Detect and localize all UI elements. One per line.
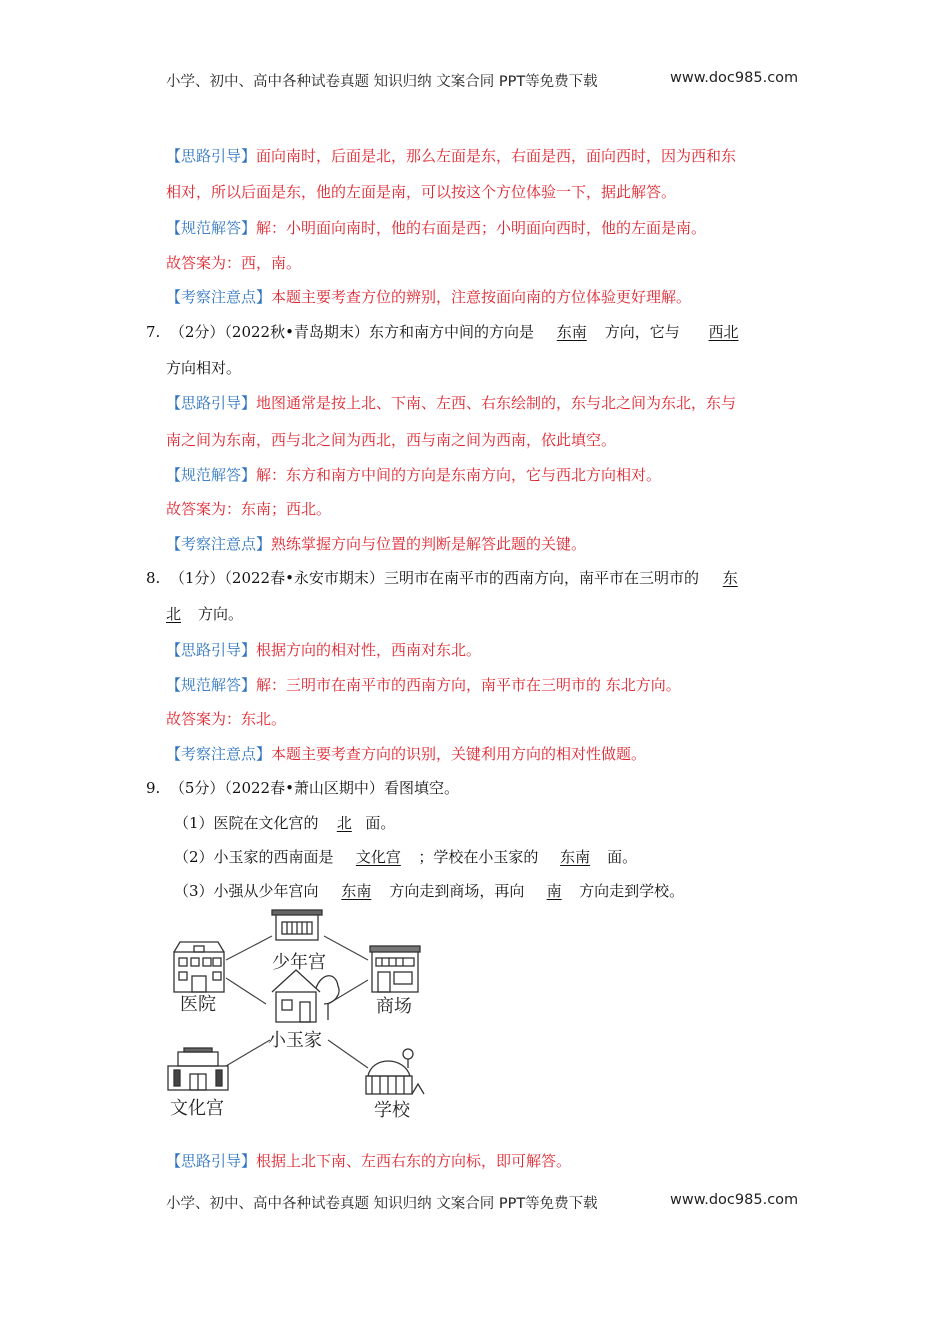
q6-answer-tag: 【规范解答】 xyxy=(166,219,257,237)
q7-note-tag: 【考察注意点】 xyxy=(166,535,272,553)
mall-building-icon xyxy=(370,946,420,992)
header-site[interactable]: www.doc985.com xyxy=(670,70,799,86)
q7-answer-line xyxy=(166,465,661,485)
q9-number: 9. xyxy=(146,779,161,797)
q7-answer-tag: 【规范解答】 xyxy=(166,466,257,484)
q9-sub1-c: 面。 xyxy=(365,814,396,832)
map-label-xiaoyujia: 小玉家 xyxy=(268,1030,322,1051)
q9-sub2-c: ；学校在小玉家的 xyxy=(418,848,539,866)
q8-guide-text: 根据方向的相对性，西南对东北。 xyxy=(256,641,482,659)
map-label-wenhuagong: 文化宫 xyxy=(170,1098,224,1119)
q9-guide-line xyxy=(166,1151,571,1171)
wenhuagong-building-icon xyxy=(168,1048,228,1090)
q9-sub1-a: （1）医院在文化宫的 xyxy=(174,814,319,832)
q7-note-line xyxy=(166,534,586,554)
q7-guide-line1 xyxy=(166,393,736,413)
q8-stem-b: 方向。 xyxy=(198,605,244,623)
q7-guide-tag: 【思路引导】 xyxy=(166,394,257,412)
q9-map-figure xyxy=(160,908,430,1120)
q9-sub2-d: 面。 xyxy=(607,848,638,866)
q6-note-text: 本题主要考查方位的辨别，注意按面向南的方位体验更好理解。 xyxy=(271,288,692,306)
q9-sub2-a: （2）小玉家的西南面是 xyxy=(174,848,334,866)
q9-sub1 xyxy=(174,813,395,833)
hospital-building-icon xyxy=(174,942,224,992)
footer-site[interactable]: www.doc985.com xyxy=(670,1192,799,1208)
map-label-shangchang: 商场 xyxy=(376,996,412,1017)
header-text: 小学、初中、高中各种试卷真题 知识归纳 文案合同 PPT等免费下载 xyxy=(166,74,598,90)
q9-sub3-blank2: 南 xyxy=(546,882,562,900)
q6-guide-text1: 面向南时，后面是北，那么左面是东，右面是西，面向西时，因为西和东 xyxy=(256,147,737,165)
q6-answer-line xyxy=(166,218,706,238)
q6-guide-line1 xyxy=(166,146,736,166)
q8-source: （2022春•永安市期末） xyxy=(224,569,384,587)
q6-guide-text2: 相对，所以后面是东，他的左面是南，可以按这个方位体验一下，据此解答。 xyxy=(166,183,677,201)
q7-blank1: 东南 xyxy=(556,323,587,341)
q7-answer-text: 解：东方和南方中间的方向是东南方向，它与西北方向相对。 xyxy=(256,466,662,484)
q7-stem-b: 方向，它与 xyxy=(604,323,680,341)
q8-number: 8. xyxy=(146,569,161,587)
q7-score: （2分） xyxy=(169,323,225,341)
q9-score: （5分） xyxy=(169,779,225,797)
q7-note-text: 熟练掌握方向与位置的判断是解答此题的关键。 xyxy=(271,535,587,553)
q9-sub3-blank1: 东南 xyxy=(341,882,372,900)
q9-sub2 xyxy=(174,847,637,867)
q9-sub3-c: 方向走到商场，再向 xyxy=(389,882,525,900)
q7-source: （2022秋•青岛期末） xyxy=(224,323,369,341)
q7-stem xyxy=(146,322,739,342)
map-label-shaoniangong: 少年宫 xyxy=(272,952,326,973)
q6-note-tag: 【考察注意点】 xyxy=(166,288,272,306)
page-header xyxy=(166,70,806,91)
q9-sub3 xyxy=(174,881,684,901)
q6-note-line xyxy=(166,287,691,307)
q9-guide-text: 根据上北下南、左西右东的方向标，即可解答。 xyxy=(256,1152,572,1170)
q8-stem-line2 xyxy=(166,604,243,624)
q8-guide-line xyxy=(166,640,481,660)
q6-answer-text: 解：小明面向南时，他的右面是西；小明面向西时，他的左面是南。 xyxy=(256,219,707,237)
q6-final: 故答案为：西，南。 xyxy=(166,254,302,272)
q6-guide-tag: 【思路引导】 xyxy=(166,147,257,165)
q6-guide-line2 xyxy=(166,182,676,202)
q7-number: 7. xyxy=(146,323,161,341)
q7-stem-c: 方向相对。 xyxy=(166,359,242,377)
q8-final: 故答案为：东北。 xyxy=(166,710,287,728)
footer-text: 小学、初中、高中各种试卷真题 知识归纳 文案合同 PPT等免费下载 xyxy=(166,1196,598,1212)
q8-note-text: 本题主要考查方向的识别，关键利用方向的相对性做题。 xyxy=(271,745,647,763)
q8-score: （1分） xyxy=(169,569,225,587)
q7-stem-a: 东方和南方中间的方向是 xyxy=(368,323,534,341)
q8-stem xyxy=(146,568,738,588)
map-label-xuexiao: 学校 xyxy=(374,1100,410,1120)
q8-answer-line xyxy=(166,675,681,695)
q7-guide-line2: 南之间为东南，西与北之间为西北，西与南之间为西南，依此填空。 xyxy=(166,431,617,449)
q9-sub2-blank2: 东南 xyxy=(560,848,591,866)
q8-note-tag: 【考察注意点】 xyxy=(166,745,272,763)
school-building-icon xyxy=(366,1049,424,1094)
q9-sub1-blank: 北 xyxy=(336,814,352,832)
q8-blank1a: 东 xyxy=(722,569,738,587)
q8-answer-tag: 【规范解答】 xyxy=(166,676,257,694)
q9-source: （2022春•萧山区期中） xyxy=(224,779,384,797)
q7-blank2: 西北 xyxy=(708,323,739,341)
q8-guide-tag: 【思路引导】 xyxy=(166,641,257,659)
q9-guide-tag: 【思路引导】 xyxy=(166,1152,257,1170)
q9-stem xyxy=(146,778,459,798)
q8-blank1b: 北 xyxy=(166,605,182,623)
map-label-yiyuan: 医院 xyxy=(180,994,216,1015)
xiaoyujia-house-icon xyxy=(272,970,339,1022)
q7-final: 故答案为：东南；西北。 xyxy=(166,500,332,518)
shaonian-building-icon xyxy=(272,910,322,940)
page-footer xyxy=(166,1192,806,1213)
q8-answer-text: 解：三明市在南平市的西南方向，南平市在三明市的 东北方向。 xyxy=(256,676,681,694)
q9-stem-text: 看图填空。 xyxy=(383,779,459,797)
q8-stem-a: 三明市在南平市的西南方向，南平市在三明市的 xyxy=(383,569,699,587)
q8-note-line xyxy=(166,744,646,764)
q9-sub3-a: （3）小强从少年宫向 xyxy=(174,882,319,900)
q7-guide-text1: 地图通常是按上北、下南、左西、右东绘制的，东与北之间为东北，东与 xyxy=(256,394,737,412)
q9-sub3-d: 方向走到学校。 xyxy=(579,882,685,900)
q9-sub2-blank1: 文化宫 xyxy=(355,848,401,866)
